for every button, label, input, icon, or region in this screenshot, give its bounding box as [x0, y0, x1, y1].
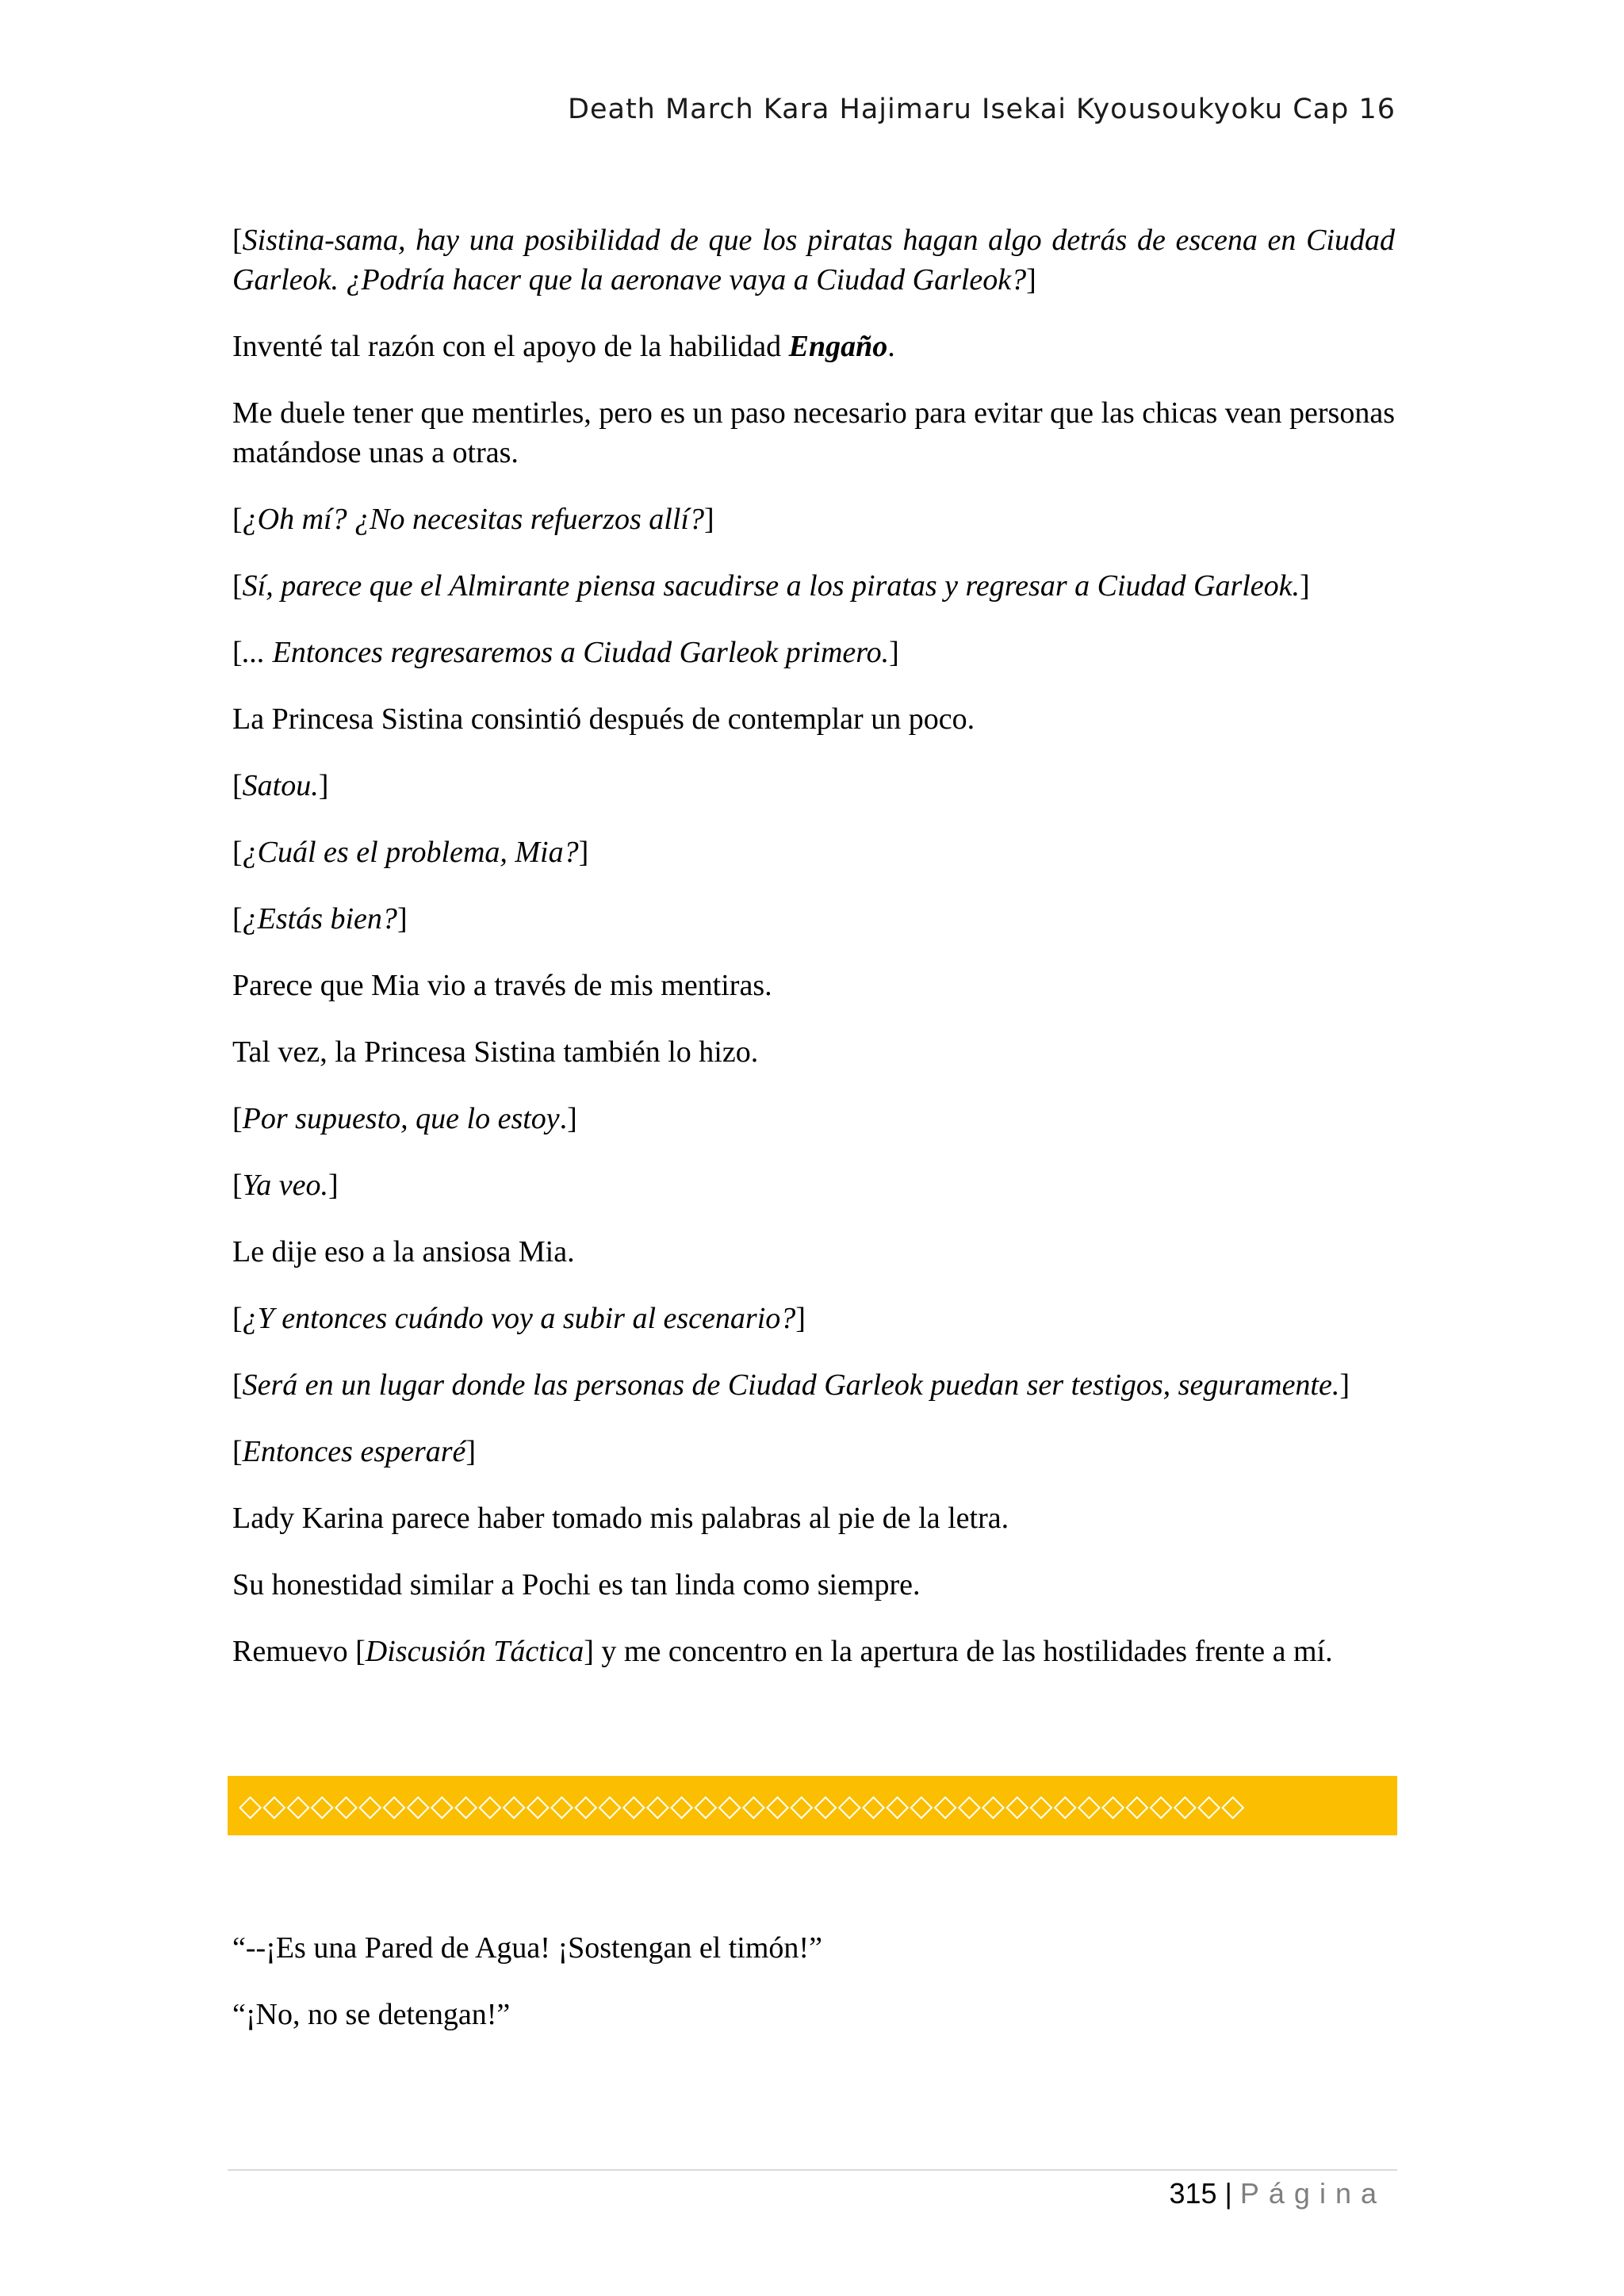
paragraph: [Ya veo.]: [232, 1169, 339, 1202]
paragraph: [Entonces esperaré]: [232, 1435, 477, 1468]
page-footer: [1169, 2177, 1386, 2210]
body-text-continued: [232, 1928, 1395, 2061]
paragraph: [Sistina-sama, hay una posibilidad de que los piratas hagan algo detrás de escena en Ciudad Garleok. ¿Podría hacer que la aeronave vaya a Ciudad Garleok?]: [232, 224, 1395, 297]
paragraph: [¿Oh mí? ¿No necesitas refuerzos allí?]: [232, 503, 714, 536]
paragraph: Me duele tener que mentirles, pero es un paso necesario para evitar que las chicas vean personas matándose unas a otras.: [232, 396, 1395, 469]
paragraph: Inventé tal razón con el apoyo de la habilidad Engaño.: [232, 330, 895, 363]
paragraph: [Satou.]: [232, 769, 329, 802]
paragraph: [¿Cuál es el problema, Mia?]: [232, 836, 589, 869]
paragraph: “¡No, no se detengan!”: [232, 1998, 511, 2031]
paragraph: Tal vez, la Princesa Sistina también lo hizo.: [232, 1035, 759, 1069]
scene-break-divider: ◇◇◇◇◇◇◇◇◇◇◇◇◇◇◇◇◇◇◇◇◇◇◇◇◇◇◇◇◇◇◇◇◇◇◇◇◇◇◇◇◇◇: [228, 1776, 1397, 1835]
page-label: Página: [1239, 2177, 1386, 2210]
paragraph: Parece que Mia vio a través de mis mentiras.: [232, 969, 772, 1002]
body-text: [232, 220, 1395, 1698]
paragraph: Su honestidad similar a Pochi es tan linda como siempre.: [232, 1568, 921, 1601]
paragraph: [Sí, parece que el Almirante piensa sacudirse a los piratas y regresar a Ciudad Garleok.]: [232, 569, 1310, 603]
paragraph: [Por supuesto, que lo estoy.]: [232, 1102, 577, 1135]
paragraph: “--¡Es una Pared de Agua! ¡Sostengan el timón!”: [232, 1931, 822, 1965]
paragraph: Le dije eso a la ansiosa Mia.: [232, 1235, 575, 1269]
page-number: 315: [1169, 2177, 1217, 2210]
paragraph: [Será en un lugar donde las personas de Ciudad Garleok puedan ser testigos, seguramente.]: [232, 1368, 1350, 1402]
running-header: Death March Kara Hajimaru Isekai Kyousoukyoku Cap 16: [568, 94, 1396, 125]
paragraph: [¿Estás bien?]: [232, 902, 408, 936]
paragraph: La Princesa Sistina consintió después de contemplar un poco.: [232, 702, 975, 736]
paragraph: [¿Y entonces cuándo voy a subir al escenario?]: [232, 1302, 806, 1335]
paragraph: Lady Karina parece haber tomado mis palabras al pie de la letra.: [232, 1502, 1009, 1535]
paragraph: Remuevo [Discusión Táctica] y me concentro en la apertura de las hostilidades frente a mí.: [232, 1635, 1333, 1668]
footer-separator: |: [1224, 2177, 1232, 2210]
paragraph: [... Entonces regresaremos a Ciudad Garleok primero.]: [232, 636, 899, 669]
footer-divider: [228, 2169, 1397, 2171]
